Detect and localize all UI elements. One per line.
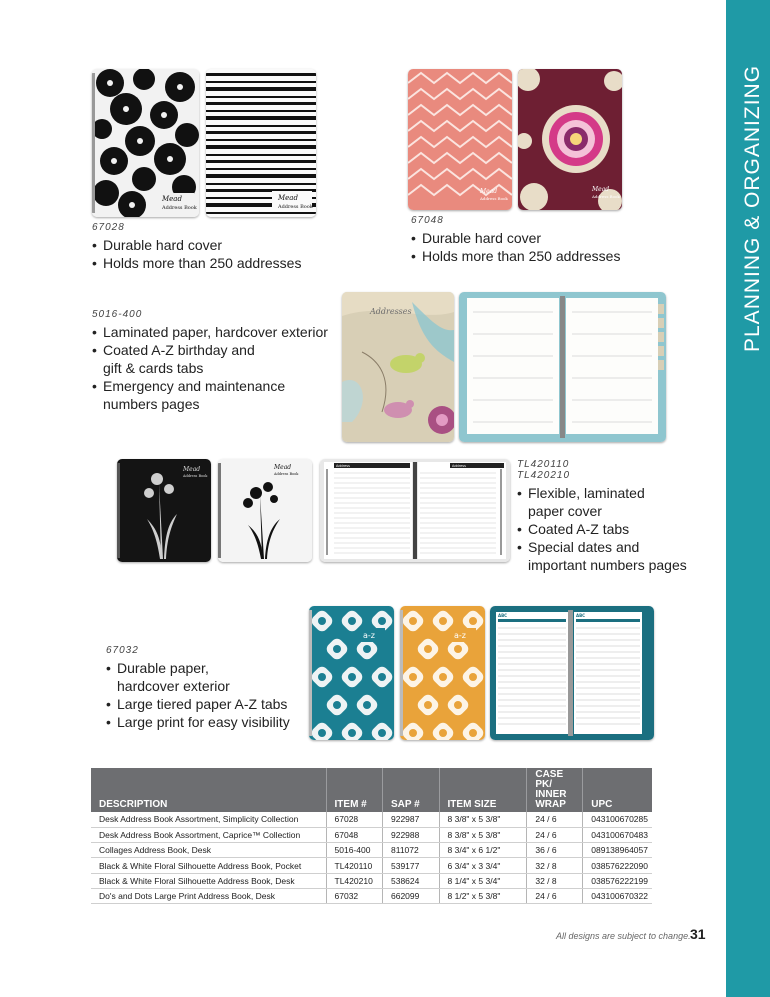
book-cover-coral-chevron: [408, 69, 512, 210]
product-67048: [411, 215, 620, 265]
column-header: CASE PK/ INNER WRAP: [527, 768, 583, 812]
cell-description: Collages Address Book, Desk: [91, 843, 326, 858]
book-cover-collage-birds: [342, 292, 454, 442]
page-number: 31: [690, 926, 706, 942]
book-cover-white-silhouette: [218, 459, 312, 562]
mead-logo: Mead: [274, 464, 292, 471]
product-spec-table: [91, 768, 652, 904]
column-header: SAP #: [383, 768, 440, 812]
book-cover-black-floral: [92, 69, 199, 217]
cell-description: Black & White Floral Silhouette Address Book, Desk: [91, 873, 326, 888]
feature-list: [517, 484, 695, 574]
cover-title: a-z: [363, 631, 375, 640]
feature-item: • Flexible, laminated paper cover: [517, 484, 657, 520]
cell-upc: 043100670322: [583, 888, 652, 903]
disclaimer-note: All designs are subject to change.: [556, 931, 691, 941]
cell-item: 67048: [326, 827, 382, 842]
cell-size: 6 3/4" x 3 3/4": [439, 858, 527, 873]
cell-sap: 922987: [383, 812, 440, 827]
cover-title: Address Book: [592, 194, 620, 199]
book-cover-black-stripes: [206, 69, 316, 217]
product-67028: [92, 222, 301, 272]
book-interior-spread-teal: [490, 606, 654, 740]
table-row: [91, 843, 652, 858]
cell-sap: 538624: [383, 873, 440, 888]
feature-item: • Coated A-Z tabs: [517, 520, 695, 538]
cell-sap: 811072: [383, 843, 440, 858]
cell-item: 67028: [326, 812, 382, 827]
product-tl420110-tl420210: [517, 459, 695, 574]
cell-case-pack: 24 / 6: [527, 827, 583, 842]
cell-case-pack: 36 / 6: [527, 843, 583, 858]
book-cover-plum-medallion: [518, 69, 622, 210]
page-header-label: ABC: [498, 613, 508, 618]
feature-list: [106, 659, 290, 731]
cell-item: TL420110: [326, 858, 382, 873]
mead-logo: Mead: [480, 188, 498, 195]
table-row: [91, 812, 652, 827]
feature-item: • Durable paper, hardcover exterior: [106, 659, 241, 695]
cell-item: TL420210: [326, 873, 382, 888]
book-interior-spread-blue: [459, 292, 666, 442]
table-row: [91, 827, 652, 842]
cell-description: Desk Address Book Assortment, Simplicity Collection: [91, 812, 326, 827]
feature-list: [92, 323, 342, 413]
feature-item: • Holds more than 250 addresses: [92, 254, 301, 272]
cover-title: Address Book: [162, 205, 197, 211]
book-cover-black-silhouette: [117, 459, 211, 562]
product-code: 67032: [106, 645, 139, 656]
cell-size: 8 1/2" x 5 3/8": [439, 888, 527, 903]
mead-logo: Mead: [162, 195, 182, 203]
feature-item: • Durable hard cover: [411, 229, 620, 247]
product-5016-400: [92, 309, 342, 413]
feature-item: • Large tiered paper A-Z tabs: [106, 695, 290, 713]
product-code: TL420210: [517, 470, 571, 481]
column-header: ITEM SIZE: [439, 768, 527, 812]
cell-description: Desk Address Book Assortment, Caprice™ Collection: [91, 827, 326, 842]
cell-size: 8 3/8" x 5 3/8": [439, 827, 527, 842]
cell-upc: 043100670483: [583, 827, 652, 842]
mead-logo: Mead: [183, 466, 201, 473]
cell-case-pack: 24 / 6: [527, 888, 583, 903]
cell-upc: 089138964057: [583, 843, 652, 858]
cover-title: Addresses: [370, 307, 412, 316]
product-code: 67028: [92, 222, 125, 233]
cover-title: a-z: [454, 631, 466, 640]
feature-item: • Coated A-Z birthday and gift & cards tabs: [92, 341, 272, 377]
cell-item: 67032: [326, 888, 382, 903]
feature-list: [92, 236, 301, 272]
column-header: DESCRIPTION: [91, 768, 326, 812]
product-code: 67048: [411, 215, 444, 226]
table-row: [91, 858, 652, 873]
cell-upc: 038576222090: [583, 858, 652, 873]
page-header-label: Address: [336, 464, 350, 468]
page-header-label: ABC: [576, 613, 586, 618]
page-header-label: Address: [452, 464, 466, 468]
section-tab-label: PLANNING & ORGANIZING: [741, 64, 764, 352]
feature-item: • Special dates and important numbers pages: [517, 538, 695, 574]
column-header: ITEM #: [326, 768, 382, 812]
mead-logo: Mead: [278, 194, 298, 202]
feature-item: • Emergency and maintenance numbers pages: [92, 377, 292, 413]
cover-title: Address Book: [274, 472, 299, 476]
table-row: [91, 888, 652, 903]
column-header: UPC: [583, 768, 652, 812]
cell-sap: 922988: [383, 827, 440, 842]
cell-case-pack: 24 / 6: [527, 812, 583, 827]
cell-description: Do's and Dots Large Print Address Book, Desk: [91, 888, 326, 903]
feature-item: • Holds more than 250 addresses: [411, 247, 620, 265]
cell-size: 8 3/4" x 6 1/2": [439, 843, 527, 858]
product-code: 5016-400: [92, 309, 143, 320]
table-header-row: [91, 768, 652, 812]
cell-size: 8 3/8" x 5 3/8": [439, 812, 527, 827]
cell-item: 5016-400: [326, 843, 382, 858]
cell-sap: 662099: [383, 888, 440, 903]
product-67032: [106, 645, 290, 731]
feature-item: • Durable hard cover: [92, 236, 301, 254]
cell-size: 8 1/4" x 5 3/4": [439, 873, 527, 888]
cell-upc: 043100670285: [583, 812, 652, 827]
cell-upc: 038576222199: [583, 873, 652, 888]
book-interior-spread-address: [320, 459, 510, 562]
product-code: TL420110: [517, 459, 570, 470]
cell-sap: 539177: [383, 858, 440, 873]
book-cover-orange-dots: [400, 606, 485, 740]
feature-list: [411, 229, 620, 265]
feature-item: • Large print for easy visibility: [106, 713, 290, 731]
book-cover-teal-dots: [309, 606, 394, 740]
cell-case-pack: 32 / 8: [527, 873, 583, 888]
mead-logo: Mead: [592, 186, 610, 193]
cover-title: Address Book: [480, 196, 508, 201]
cell-case-pack: 32 / 8: [527, 858, 583, 873]
cover-title: Address Book: [278, 204, 313, 210]
cover-title: Address Book: [183, 474, 208, 478]
feature-item: • Laminated paper, hardcover exterior: [92, 323, 342, 341]
cell-description: Black & White Floral Silhouette Address Book, Pocket: [91, 858, 326, 873]
table-row: [91, 873, 652, 888]
